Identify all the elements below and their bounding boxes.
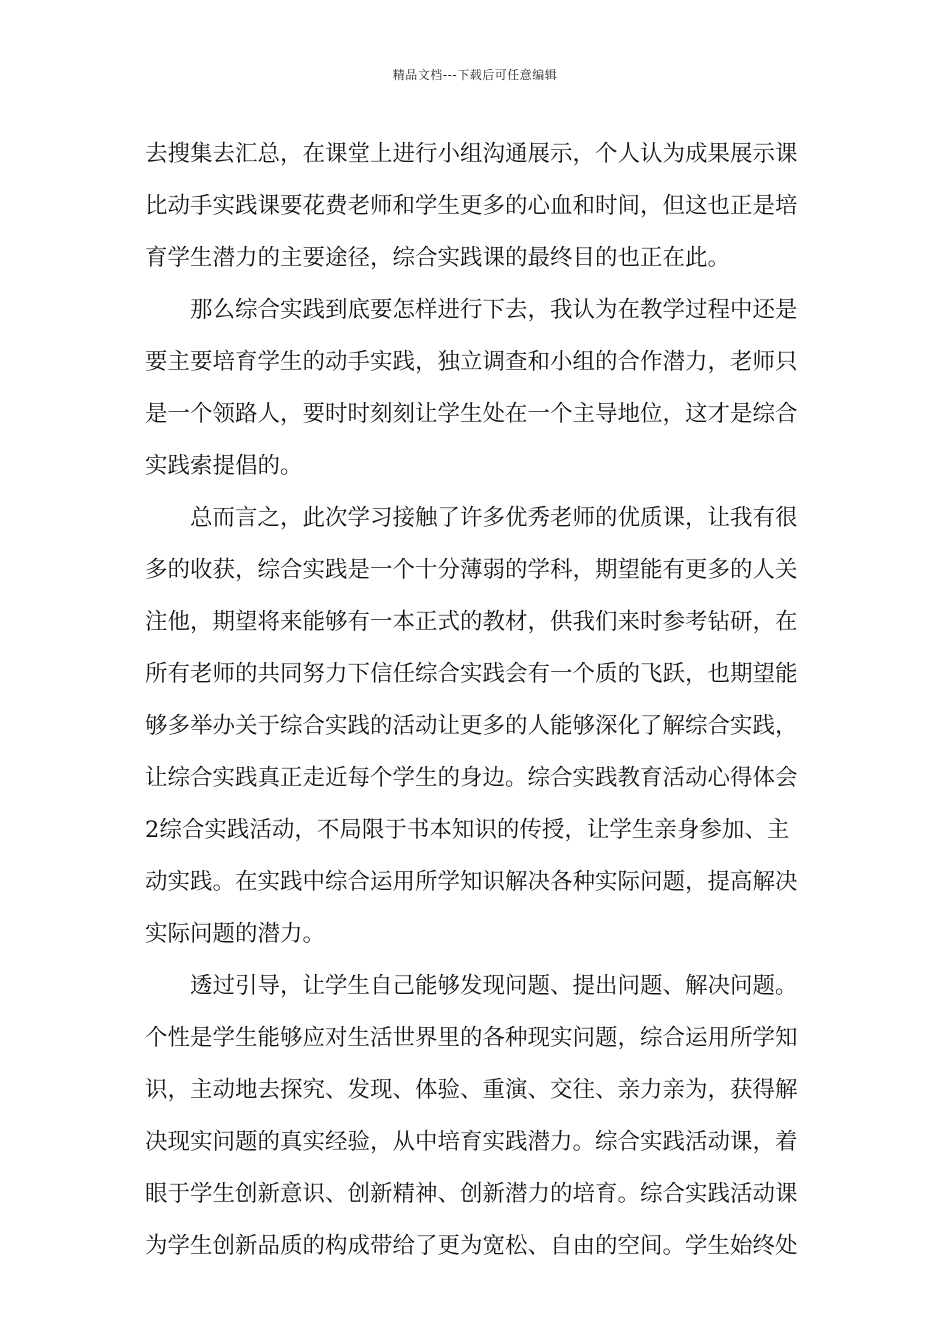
text-line: 要主要培育学生的动手实践，独立调查和小组的合作潜力，老师只 (145, 349, 798, 375)
text-line: 动实践。在实践中综合运用所学知识解决各种实际问题，提高解决 (145, 869, 798, 895)
text-line: 眼于学生创新意识、创新精神、创新潜力的培育。综合实践活动课 (145, 1181, 798, 1207)
text-line: 个性是学生能够应对生活世界里的各种现实问题，综合运用所学知 (145, 1025, 798, 1051)
paragraph-first-line: 那么综合实践到底要怎样进行下去，我认为在教学过程中还是 (190, 297, 798, 323)
text-line: 注他，期望将来能够有一本正式的教材，供我们来时参考钻研，在 (145, 609, 798, 635)
text-line: 让综合实践真正走近每个学生的身边。综合实践教育活动心得体会 (145, 765, 798, 791)
text-line: 决现实问题的真实经验，从中培育实践潜力。综合实践活动课，着 (145, 1129, 798, 1155)
page-header: 精品文档---下载后可任意编辑 (392, 68, 558, 82)
text-line: 育学生潜力的主要途径，综合实践课的最终目的也正在此。 (145, 245, 731, 271)
text-line: 去搜集去汇总，在课堂上进行小组沟通展示，个人认为成果展示课 (145, 141, 798, 167)
paragraph-first-line: 总而言之，此次学习接触了许多优秀老师的优质课，让我有很 (190, 505, 798, 531)
text-line: 是一个领路人，要时时刻刻让学生处在一个主导地位，这才是综合 (145, 401, 798, 427)
text-line: 实践索提倡的。 (145, 453, 303, 479)
text-line: 所有老师的共同努力下信任综合实践会有一个质的飞跃，也期望能 (145, 661, 798, 687)
text-line: 识，主动地去探究、发现、体验、重演、交往、亲力亲为，获得解 (145, 1077, 798, 1103)
text-line: 实际问题的潜力。 (145, 921, 326, 947)
text-line: 多的收获，综合实践是一个十分薄弱的学科，期望能有更多的人关 (145, 557, 798, 583)
text-line: 够多举办关于综合实践的活动让更多的人能够深化了解综合实践， (145, 713, 798, 739)
text-line: 为学生创新品质的构成带给了更为宽松、自由的空间。学生始终处 (145, 1233, 798, 1259)
document-body (145, 128, 810, 1272)
text-line: 比动手实践课要花费老师和学生更多的心血和时间，但这也正是培 (145, 193, 798, 219)
paragraph-first-line: 透过引导，让学生自己能够发现问题、提出问题、解决问题。 (190, 973, 798, 999)
text-line: 2综合实践活动，不局限于书本知识的传授，让学生亲身参加、主 (145, 817, 790, 843)
